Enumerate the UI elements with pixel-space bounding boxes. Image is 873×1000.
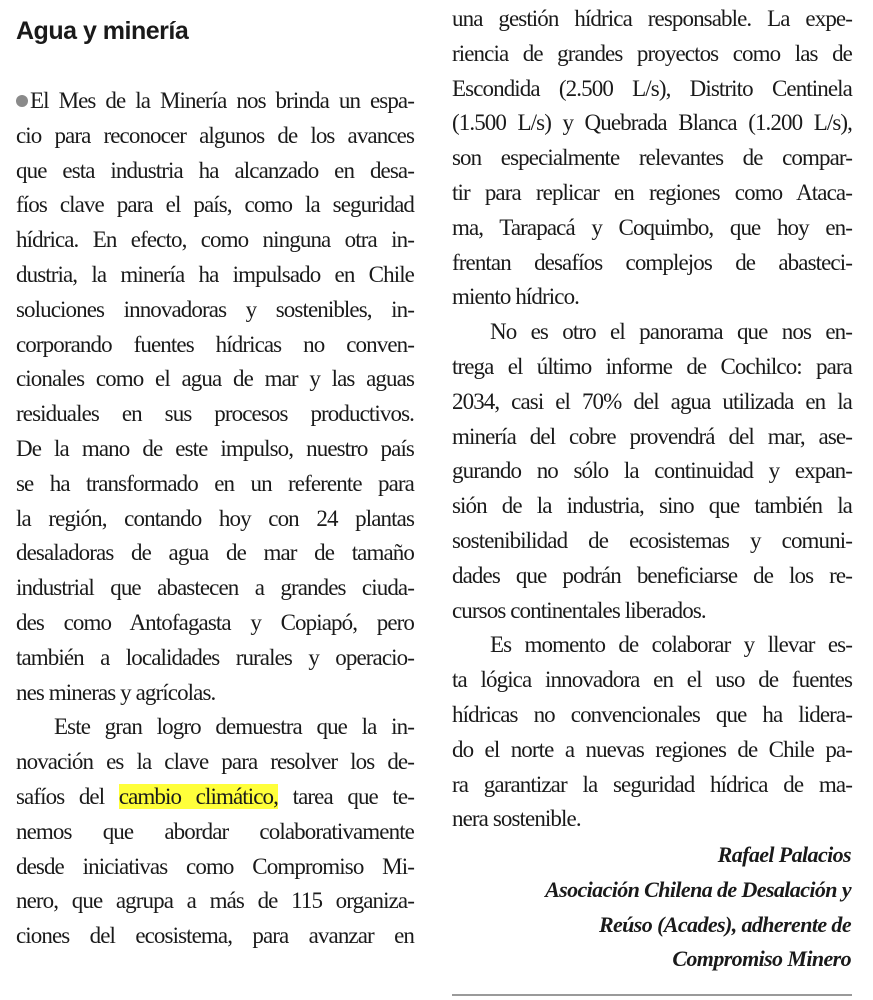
paragraph-4 [452, 628, 852, 837]
text-line: cionales como el agua de mar y las aguas [16, 366, 414, 392]
text-line: ra garantizar la seguridad hídrica de ma- [452, 771, 852, 797]
text-line: ciones del ecosistema, para avanzar en [16, 923, 414, 949]
text-line: minería del cobre provendrá del mar, ase- [452, 423, 852, 449]
author-signature [471, 838, 851, 977]
text-line: miento hídrico. [452, 284, 580, 310]
text-line: dades que podrán beneficiarse de los re- [452, 562, 852, 588]
paragraph-1 [16, 84, 414, 710]
right-column [452, 0, 852, 837]
text-line: tir para replicar en regiones como Ataca- [452, 179, 852, 205]
text-line: nera sostenible. [452, 806, 581, 832]
text-line: No es otro el panorama que nos en- [490, 319, 852, 345]
text-line: hídrica. En efecto, como ninguna otra in- [16, 227, 414, 253]
author-affiliation: Compromiso Minero [672, 946, 851, 972]
text-line: trega el último informe de Cochilco: para [452, 353, 852, 379]
text-line: cursos continentales liberados. [452, 597, 706, 623]
text-line: también a localidades rurales y operacio- [16, 644, 414, 670]
author-affiliation: Reúso (Acades), adherente de [598, 911, 851, 937]
text-line: cio para reconocer algunos de los avances [16, 122, 414, 148]
text-line: riencia de grandes proyectos como las de [452, 40, 852, 66]
text-line: son especialmente relevantes de compar- [452, 145, 852, 171]
text-line: fíos clave para el país, como la seguridad [16, 192, 414, 218]
text-line: que esta industria ha alcanzado en desa- [16, 157, 414, 183]
text-line: sión de la industria, sino que también la [452, 493, 852, 519]
bullet-icon [16, 95, 28, 107]
text-line: De la mano de este impulso, nuestro país [16, 435, 414, 461]
text-line: nemos que abordar colaborativamente [16, 818, 414, 844]
paragraph-2-continued [452, 2, 852, 315]
text-line: ma, Tarapacá y Coquimbo, que hoy en- [452, 214, 852, 240]
text-line: ta lógica innovadora en el uso de fuentes [452, 667, 852, 693]
text-line: El Mes de la Minería nos brinda un espa- [16, 84, 414, 119]
text-line: nero, que agrupa a más de 115 organiza- [16, 888, 414, 914]
text-line: Este gran logro demuestra que la in- [54, 714, 414, 740]
paragraph-2 [16, 710, 414, 954]
paragraph-3 [452, 315, 852, 628]
text-line: industrial que abastecen a grandes ciuda- [16, 575, 414, 601]
text-line: novación es la clave para resolver los de- [16, 749, 414, 775]
article-title: Agua y minería [16, 17, 189, 45]
text-line: soluciones innovadoras y sostenibles, in- [16, 296, 414, 322]
text-line: safíos del cambio climático, tarea que te- [16, 783, 414, 809]
text-line: frentan desafíos complejos de abasteci- [452, 249, 852, 275]
text-line: desaladoras de agua de mar de tamaño [16, 540, 414, 566]
text-line: la región, contando hoy con 24 plantas [16, 505, 414, 531]
text-line: desde iniciativas como Compromiso Mi- [16, 853, 414, 879]
text-line: corporando fuentes hídricas no conven- [16, 331, 414, 357]
text-line: dustria, la minería ha impulsado en Chile [16, 261, 414, 287]
text-line: nes mineras y agrícolas. [16, 679, 216, 705]
text-line: sostenibilidad de ecosistemas y comuni- [452, 527, 852, 553]
text-line: Escondida (2.500 L/s), Distrito Centinela [452, 75, 852, 101]
text-line: 2034, casi el 70% del agua utilizada en la [452, 388, 852, 414]
text-line: residuales en sus procesos productivos. [16, 401, 414, 427]
text-line: se ha transformado en un referente para [16, 470, 414, 496]
text-line: gurando no sólo la continuidad y expan- [452, 458, 852, 484]
author-affiliation: Asociación Chilena de Desalación y [545, 876, 851, 902]
bottom-divider [452, 994, 852, 996]
text-line: Es momento de colaborar y llevar es- [490, 632, 852, 658]
text-line: do el norte a nuevas regiones de Chile pa- [452, 736, 852, 762]
text-line: des como Antofagasta y Copiapó, pero [16, 609, 414, 635]
text-line: hídricas no convencionales que ha lidera- [452, 701, 852, 727]
highlighted-text: cambio climático, [118, 783, 279, 809]
author-name: Rafael Palacios [717, 842, 851, 867]
text-line: una gestión hídrica responsable. La expe- [452, 6, 852, 31]
left-column [16, 0, 414, 954]
text-line: (1.500 L/s) y Quebrada Blanca (1.200 L/s), [452, 110, 852, 136]
